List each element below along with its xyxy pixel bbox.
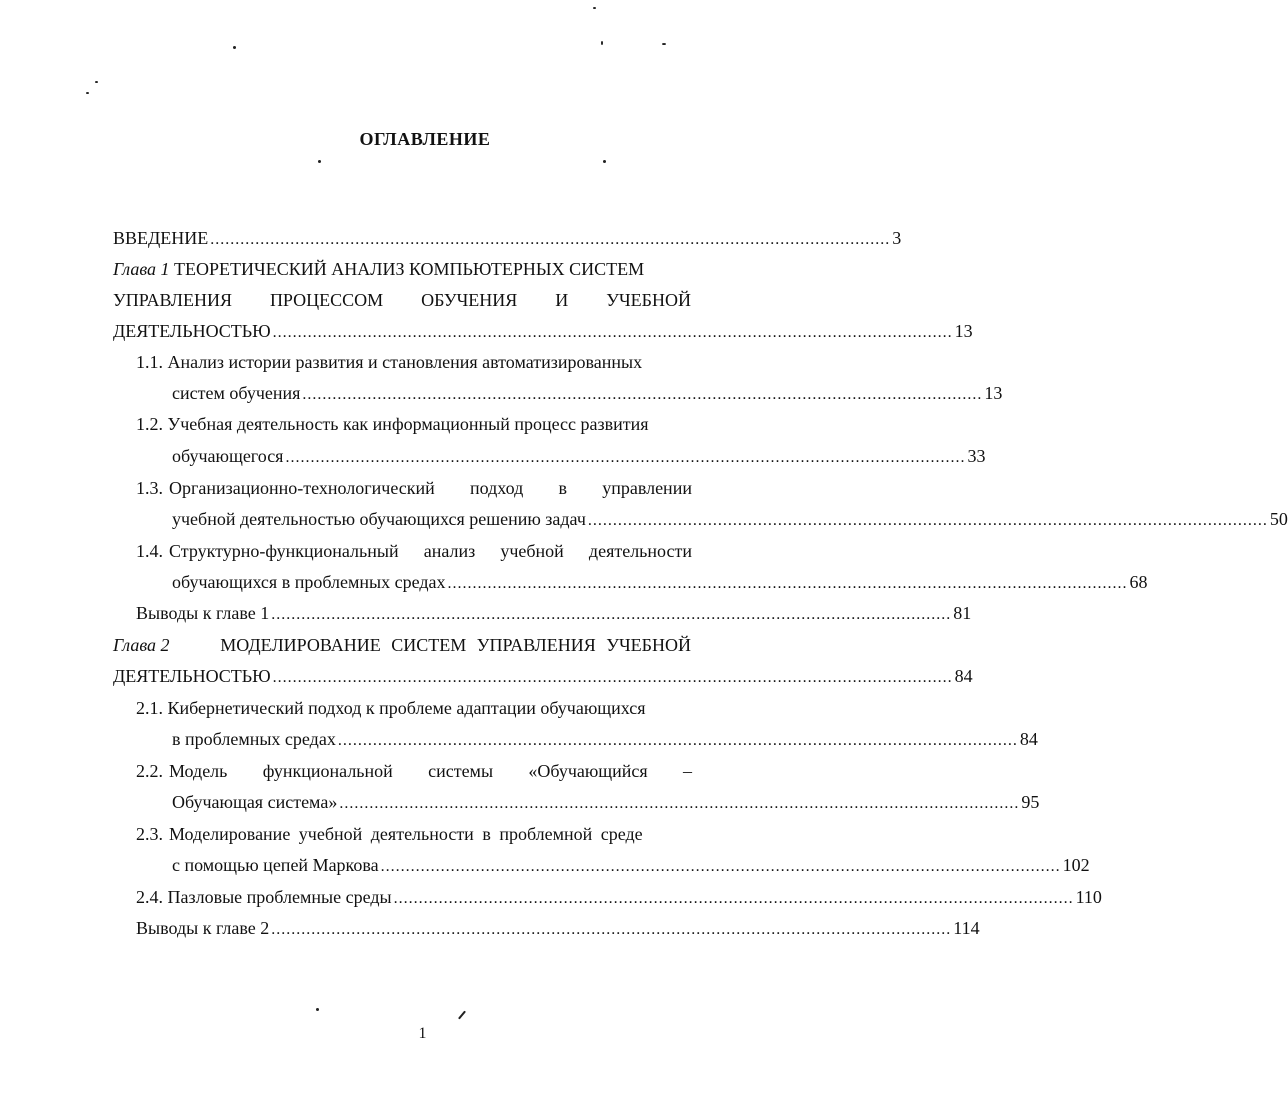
section-title-line: обучающегося [172, 446, 284, 466]
toc-section-1-4[interactable] [136, 539, 692, 563]
page-title: ОГЛАВЛЕНИЕ [359, 129, 491, 149]
toc-conclusion-2[interactable] [136, 916, 980, 942]
section-title-word: Структурно-функциональный [169, 541, 399, 561]
dot-leader: ........................................................................................................................................ [272, 324, 953, 341]
section-title-word: в [558, 478, 567, 498]
section-title-word: – [683, 761, 692, 781]
section-title-line: Моделирование учебной деятельности в проблемной среде [169, 824, 643, 844]
section-title-line: обучающихся в проблемных средах [172, 572, 446, 592]
section-title-word: анализ [423, 541, 476, 561]
toc-section-1-3-line2 [172, 507, 1288, 533]
section-title-word: Организационно-технологический [169, 478, 435, 498]
toc-page-number: 3 [892, 228, 902, 248]
section-title-line: Пазловые проблемные среды [167, 887, 392, 907]
toc-section-1-1-line2 [172, 381, 1003, 407]
scan-speck [593, 7, 596, 9]
dot-leader: ........................................................................................................................................ [271, 606, 952, 623]
section-number: 1.2. [136, 414, 163, 434]
toc-section-1-1[interactable] [136, 350, 642, 374]
dot-leader: ........................................................................................................................................ [210, 231, 891, 248]
toc-entry-intro[interactable] [113, 226, 902, 252]
toc-chapter-1-line2 [113, 288, 691, 312]
toc-chapter-1-line3 [113, 319, 973, 345]
section-title-line: с помощью цепей Маркова [172, 855, 379, 875]
section-title-word: подход [470, 478, 524, 498]
chapter-title-line: ДЕЯТЕЛЬНОСТЬЮ [113, 321, 271, 341]
toc-section-1-4-line2 [172, 570, 1148, 596]
scan-speck [601, 41, 603, 45]
chapter-title-line: ДЕЯТЕЛЬНОСТЬЮ [113, 666, 271, 686]
toc-section-1-2[interactable] [136, 412, 649, 436]
toc-page-number: 110 [1075, 887, 1102, 907]
chapter-label: Глава [113, 259, 157, 279]
chapter-title-word: ПРОЦЕССОМ [269, 290, 384, 310]
scan-speck [662, 43, 666, 45]
toc-section-2-2-line2 [172, 790, 1040, 816]
section-title-line: Кибернетический подход к проблеме адаптации обучающихся [167, 698, 646, 718]
section-number-and-title [136, 885, 392, 909]
toc-chapter-2-heading[interactable] [113, 633, 691, 657]
toc-section-1-2-line2 [172, 444, 986, 470]
section-title-line [169, 759, 692, 783]
toc-conclusion-1[interactable] [136, 601, 972, 627]
section-number: 2.4. [136, 887, 163, 907]
toc-section-2-4[interactable] [136, 885, 1102, 911]
toc-chapter-1-heading[interactable] [113, 257, 693, 281]
toc-section-1-3[interactable] [136, 476, 692, 500]
section-number: 1.4. [136, 541, 163, 561]
toc-page-number: 84 [1019, 729, 1038, 749]
dot-leader: ........................................................................................................................................ [393, 890, 1074, 907]
scan-speck [233, 46, 236, 49]
section-title-word: Модель [169, 761, 228, 781]
dot-leader: ........................................................................................................................................ [380, 858, 1061, 875]
section-number: 1.1. [136, 352, 163, 372]
toc-page-number: 81 [953, 603, 972, 623]
section-number: 2.2. [136, 761, 163, 781]
chapter-label: Глава [113, 635, 157, 655]
chapter-title-word: ОБУЧЕНИЯ [421, 290, 518, 310]
section-title-line [169, 539, 692, 563]
scan-speck [603, 160, 606, 163]
dot-leader: ........................................................................................................................................ [339, 795, 1020, 812]
scan-speck [316, 1008, 319, 1011]
section-number: 2.3. [136, 824, 163, 844]
dot-leader: ........................................................................................................................................ [272, 669, 953, 686]
section-title-word: учебной [500, 541, 564, 561]
toc-section-2-1-line2 [172, 727, 1038, 753]
toc-page-number: 84 [954, 666, 973, 686]
section-number: 1.3. [136, 478, 163, 498]
toc-page-number: 13 [984, 383, 1003, 403]
toc-page-number: 33 [967, 446, 986, 466]
section-title-line [169, 476, 692, 500]
chapter-title-word: И [555, 290, 569, 310]
section-title-line: учебной деятельностью обучающихся решению задач [172, 509, 586, 529]
toc-page-number: 114 [953, 918, 980, 938]
toc-section-2-1[interactable] [136, 696, 646, 720]
dot-leader: ........................................................................................................................................ [271, 921, 952, 938]
toc-page-number: 68 [1129, 572, 1148, 592]
toc-chapter-2-line2 [113, 664, 973, 690]
section-title-word: функциональной [262, 761, 393, 781]
section-number: 2.1. [136, 698, 163, 718]
section-title-line: Учебная деятельность как информационный процесс развития [167, 414, 649, 434]
dot-leader: ........................................................................................................................................ [337, 732, 1018, 749]
toc-section-2-3-line2 [172, 853, 1090, 879]
toc-entry-text: ВВЕДЕНИЕ [113, 228, 209, 248]
toc-entry-text: Выводы к главе 1 [136, 603, 270, 623]
toc-page-number: 13 [954, 321, 973, 341]
scan-speck [86, 92, 89, 94]
dot-leader: ........................................................................................................................................ [587, 512, 1268, 529]
section-title-line: Обучающая система» [172, 792, 338, 812]
toc-page-number: 102 [1062, 855, 1090, 875]
scan-speck [318, 160, 321, 163]
toc-entry-text: Выводы к главе 2 [136, 918, 270, 938]
chapter-title-line: ТЕОРЕТИЧЕСКИЙ АНАЛИЗ КОМПЬЮТЕРНЫХ СИСТЕМ [174, 259, 645, 279]
toc-section-2-2[interactable] [136, 759, 692, 783]
chapter-number: 1 [160, 259, 170, 279]
section-title-line: систем обучения [172, 383, 301, 403]
dot-leader: ........................................................................................................................................ [285, 449, 966, 466]
toc-page-number: 95 [1021, 792, 1040, 812]
chapter-title-line: МОДЕЛИРОВАНИЕ СИСТЕМ УПРАВЛЕНИЯ УЧЕБНОЙ [220, 635, 691, 655]
chapter-title-word: УПРАВЛЕНИЯ [113, 290, 232, 310]
dot-leader: ........................................................................................................................................ [447, 575, 1128, 592]
section-title-word: системы [428, 761, 494, 781]
scan-speck [458, 1011, 466, 1020]
section-title-word: «Обучающийся [528, 761, 648, 781]
section-title-word: управлении [602, 478, 692, 498]
chapter-title-word: УЧЕБНОЙ [606, 290, 691, 310]
chapter-number: 2 [160, 635, 170, 655]
section-title-line: в проблемных средах [172, 729, 336, 749]
toc-section-2-3[interactable] [136, 822, 692, 846]
section-title-word: деятельности [588, 541, 692, 561]
scan-speck [95, 81, 98, 83]
dot-leader: ........................................................................................................................................ [302, 386, 983, 403]
toc-page-number: 50 [1269, 509, 1288, 529]
page-number: 1 [418, 1025, 427, 1042]
section-title-line: Анализ истории развития и становления автоматизированных [167, 352, 643, 372]
